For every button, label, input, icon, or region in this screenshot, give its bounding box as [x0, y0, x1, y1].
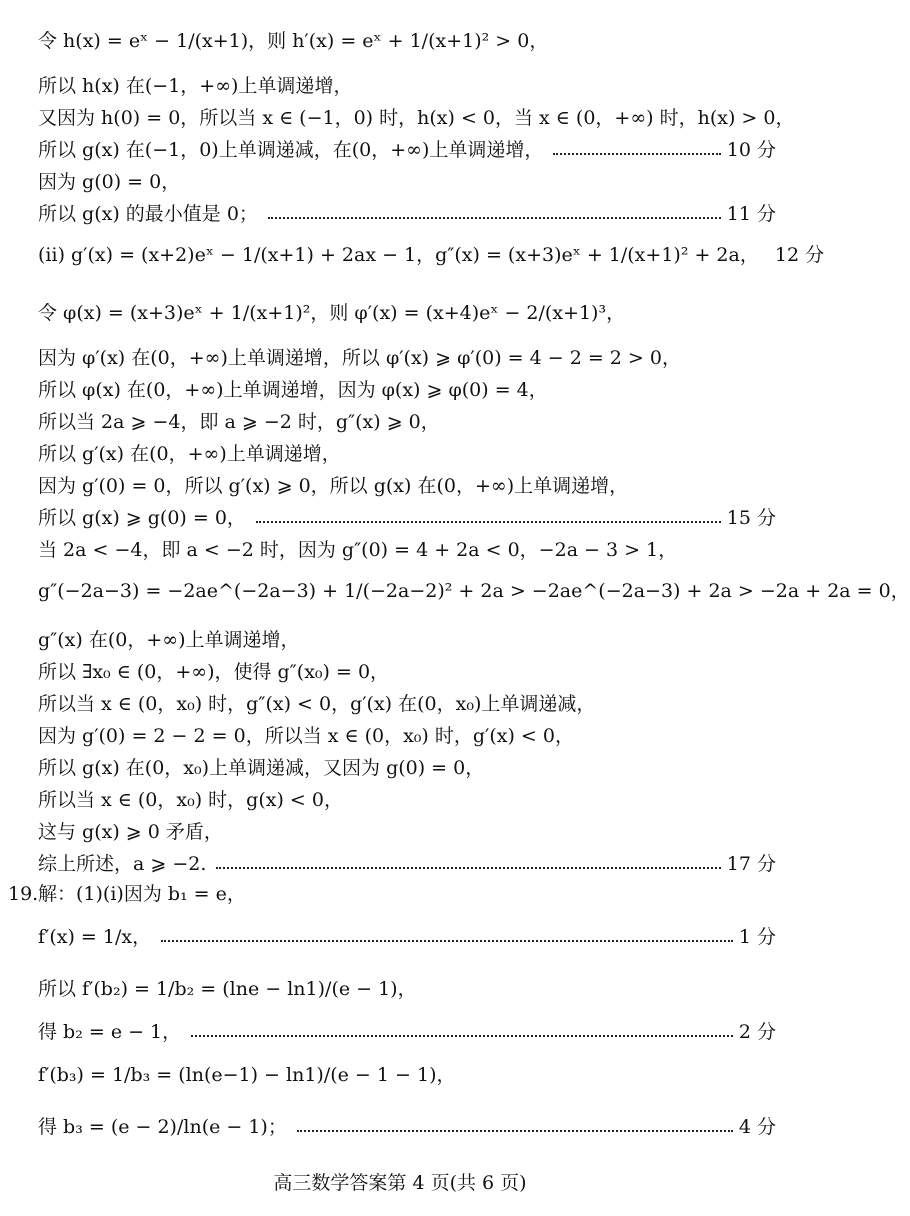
text-line-4: 所以 g(x) 在(−1，0)上单调递减，在(0，+∞)上单调递增， 10 分: [38, 136, 776, 164]
text-line-24: 综上所述，a ⩾ −2. 17 分: [38, 850, 776, 878]
text-line-15: 当 2a < −4，即 a < −2 时，因为 g″(0) = 4 + 2a < 0，−2a − 3 > 1，: [38, 539, 678, 561]
text-line-19: 所以当 x ∈ (0，x₀) 时，g″(x) < 0，g′(x) 在(0，x₀)上单调递减，: [38, 693, 596, 715]
text-line-2: 所以 h(x) 在(−1，+∞)上单调递增，: [38, 75, 353, 97]
text-line-12: 所以 g′(x) 在(0，+∞)上单调递增，: [38, 443, 341, 465]
leader-dots: [161, 940, 733, 942]
text-line-14: 所以 g(x) ⩾ g(0) = 0， 15 分: [38, 504, 776, 532]
score-label: 2 分: [738, 1021, 776, 1043]
text-line-22: 所以当 x ∈ (0，x₀) 时，g(x) < 0，: [38, 789, 343, 811]
text-line-26: f′(x) = 1/x， 1 分: [38, 914, 776, 960]
score-label: 15 分: [726, 507, 776, 529]
text-line-6: 所以 g(x) 的最小值是 0； 11 分: [38, 200, 776, 228]
text-line-11: 所以当 2a ⩾ −4，即 a ⩾ −2 时，g″(x) ⩾ 0，: [38, 411, 440, 433]
score-label: 12 分: [774, 244, 825, 266]
score-label: 10 分: [726, 139, 776, 161]
text-line-18: 所以 ∃x₀ ∈ (0，+∞)，使得 g″(x₀) = 0，: [38, 661, 390, 683]
text-line-20: 因为 g′(0) = 2 − 2 = 0，所以当 x ∈ (0，x₀) 时，g′(x) < 0，: [38, 725, 574, 747]
question-number: 19.: [8, 883, 39, 905]
text-line-1: 令 h(x) = eˣ − 1/(x+1)，则 h′(x) = eˣ + 1/(x+1)² > 0，: [38, 30, 549, 52]
text-line-13: 因为 g′(0) = 0，所以 g′(x) ⩾ 0，所以 g(x) 在(0，+∞)上单调递增，: [38, 475, 629, 497]
score-label: 11 分: [726, 203, 776, 225]
text-line-16: g″(−2a−3) = −2ae^(−2a−3) + 1/(−2a−2)² + 2a > −2ae^(−2a−3) + 2a > −2a + 2a = 0，: [38, 580, 910, 602]
text-line-9: 因为 φ′(x) 在(0，+∞)上单调递增，所以 φ′(x) ⩾ φ′(0) = 4 − 2 = 2 > 0，: [38, 347, 681, 369]
text-line-28: 得 b₂ = e − 1， 2 分: [38, 1018, 776, 1046]
score-label: 17 分: [726, 853, 776, 875]
text-line-8: 令 φ(x) = (x+3)eˣ + 1/(x+1)²，则 φ′(x) = (x+4)eˣ − 2/(x+1)³，: [38, 302, 626, 324]
leader-dots: [256, 521, 721, 523]
text-line-30: 得 b₃ = (e − 2)/ln(e − 1)； 4 分: [38, 1104, 776, 1150]
text-line-7: (ⅱ) g′(x) = (x+2)eˣ − 1/(x+1) + 2ax − 1，g″(x) = (x+3)eˣ + 1/(x+1)² + 2a， 12 分: [38, 232, 776, 278]
text-line-17: g″(x) 在(0，+∞)上单调递增，: [38, 629, 300, 651]
score-label: 1 分: [738, 926, 776, 948]
text-line-21: 所以 g(x) 在(0，x₀)上单调递减，又因为 g(0) = 0，: [38, 757, 485, 779]
leader-dots: [191, 1035, 733, 1037]
text-line-10: 所以 φ(x) 在(0，+∞)上单调递增，因为 φ(x) ⩾ φ(0) = 4，: [38, 379, 548, 401]
leader-dots: [553, 153, 720, 155]
text-line-27: 所以 f′(b₂) = 1/b₂ = (lne − ln1)/(e − 1)，: [38, 978, 417, 1000]
text-line-23: 这与 g(x) ⩾ 0 矛盾，: [38, 821, 223, 843]
leader-dots: [268, 217, 721, 219]
text-line-5: 因为 g(0) = 0，: [38, 171, 181, 193]
score-label: 4 分: [738, 1116, 776, 1138]
page-footer: 高三数学答案第 4 页(共 6 页): [273, 1172, 527, 1194]
leader-dots: [216, 867, 720, 869]
leader-dots: [297, 1130, 733, 1132]
text-line-3: 又因为 h(0) = 0，所以当 x ∈ (−1，0) 时，h(x) < 0，当 x ∈ (0，+∞) 时，h(x) > 0，: [38, 107, 795, 129]
text-line-25: 解：(1)(ⅰ)因为 b₁ = e，: [38, 883, 246, 905]
text-line-29: f′(b₃) = 1/b₃ = (ln(e−1) − ln1)/(e − 1 − 1)，: [38, 1064, 456, 1086]
